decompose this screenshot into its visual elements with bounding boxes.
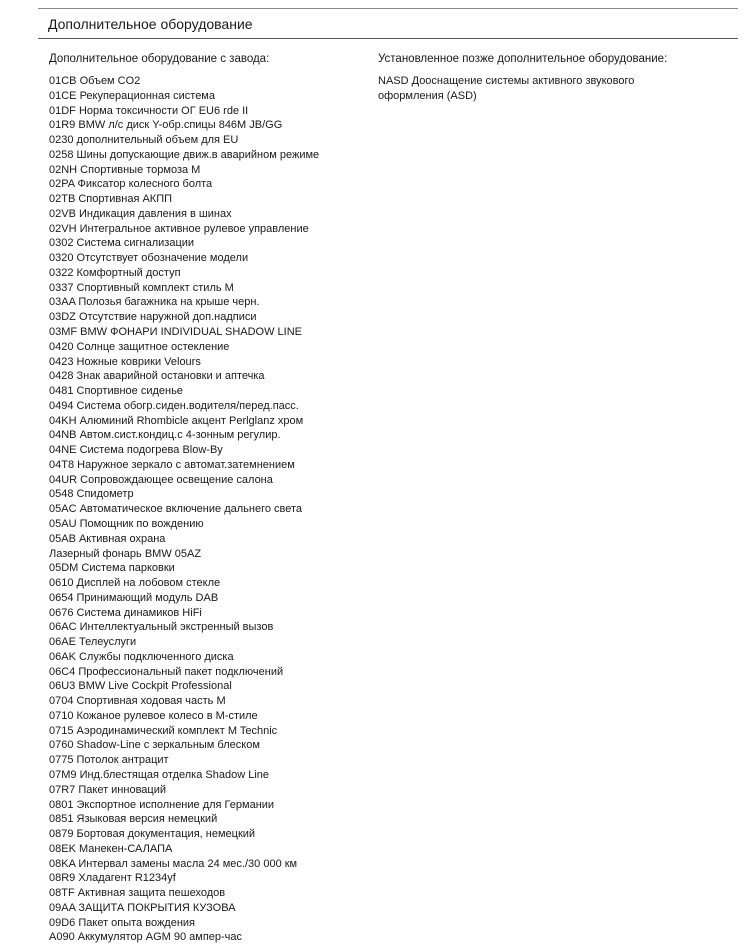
- equipment-item: 0337 Спортивный комплект стиль M: [49, 281, 234, 294]
- installed-equipment-column: [378, 52, 678, 104]
- equipment-item: 06AK Службы подключенного диска: [49, 650, 234, 663]
- equipment-item: 02TB Спортивная АКПП: [49, 193, 173, 206]
- equipment-item: 06AE Телеуслуги: [49, 636, 137, 649]
- equipment-item: 03DZ Отсутствие наружной доп.надписи: [49, 311, 257, 324]
- equipment-item: 05AB Активная охрана: [49, 532, 166, 545]
- equipment-item: 0322 Комфортный доступ: [49, 266, 181, 279]
- equipment-item: 04NE Система подогрева Blow-By: [49, 444, 223, 457]
- equipment-item: 0801 Экспортное исполнение для Германии: [49, 798, 275, 811]
- equipment-item: 03MF BMW ФОНАРИ INDIVIDUAL SHADOW LINE: [49, 326, 303, 339]
- equipment-item: 0610 Дисплей на лобовом стекле: [49, 577, 221, 590]
- equipment-item: A090 Аккумулятор AGM 90 ампер-час: [49, 931, 243, 944]
- equipment-item: 0548 Спидометр: [49, 488, 134, 501]
- equipment-item: 06C4 Профессиональный пакет подключений: [49, 665, 284, 678]
- equipment-item: 07R7 Пакет инноваций: [49, 783, 166, 796]
- equipment-item: 04KH Алюминий Rhombicle акцент Perlglanz хром: [49, 414, 304, 427]
- installed-equipment-heading: Установленное позже дополнительное оборудование:: [378, 53, 668, 65]
- equipment-item: 0676 Система динамиков HiFi: [49, 606, 202, 619]
- equipment-item: 02VB Индикация давления в шинах: [49, 207, 232, 220]
- equipment-item: 02VH Интегральное активное рулевое управление: [49, 222, 309, 235]
- equipment-item: 0423 Ножные коврики Velours: [49, 355, 201, 368]
- installed-equipment-item: NASD Дооснащение системы активного звукового оформления (ASD): [378, 75, 635, 102]
- equipment-item: 0481 Спортивное сиденье: [49, 385, 183, 398]
- equipment-item: 01DF Норма токсичности ОГ EU6 rde II: [49, 104, 249, 117]
- equipment-item: 0428 Знак аварийной остановки и аптечка: [49, 370, 265, 383]
- equipment-item: 0851 Языковая версия немецкий: [49, 813, 218, 826]
- factory-equipment-list: [49, 74, 364, 945]
- equipment-item: 0258 Шины допускающие движ.в аварийном режиме: [49, 148, 320, 161]
- title-divider: [38, 38, 738, 39]
- equipment-item: 03AA Полозья багажника на крыше черн.: [49, 296, 260, 309]
- equipment-item: 0320 Отсутствует обозначение модели: [49, 252, 249, 265]
- equipment-item: 07M9 Инд.блестящая отделка Shadow Line: [49, 768, 270, 781]
- equipment-item: 09D6 Пакет опыта вождения: [49, 916, 196, 929]
- equipment-item: 08R9 Хладагент R1234yf: [49, 872, 176, 885]
- equipment-item: 0420 Солнце защитное остекление: [49, 340, 230, 353]
- equipment-item: 0230 дополнительный объем для EU: [49, 134, 239, 147]
- equipment-item: 0715 Аэродинамический комплект M Technic: [49, 724, 278, 737]
- equipment-item: 02PA Фиксатор колесного болта: [49, 178, 213, 191]
- equipment-item: 08TF Активная защита пешеходов: [49, 887, 226, 900]
- equipment-item: 01CB Объем CO2: [49, 75, 141, 87]
- equipment-item: 06AC Интеллектуальный экстренный вызов: [49, 621, 274, 634]
- equipment-item: 02NH Спортивные тормоза M: [49, 163, 201, 176]
- top-divider: [38, 8, 738, 9]
- equipment-item: 0879 Бортовая документация, немецкий: [49, 828, 256, 841]
- equipment-item: 0654 Принимающий модуль DAB: [49, 591, 219, 604]
- equipment-item: Лазерный фонарь BMW 05AZ: [49, 547, 202, 560]
- equipment-item: 05AC Автоматическое включение дальнего света: [49, 503, 303, 516]
- equipment-item: 08KA Интервал замены масла 24 мес./30 000 км: [49, 857, 298, 870]
- equipment-item: 05AU Помощник по вождению: [49, 517, 204, 530]
- equipment-item: 08EK Манекен-САЛАПА: [49, 842, 173, 855]
- equipment-item: 01R9 BMW л/с диск Y-обр.спицы 846M JB/GG: [49, 119, 283, 132]
- equipment-item: 06U3 BMW Live Cockpit Professional: [49, 680, 232, 693]
- equipment-item: 0494 Система обогр.сиден.водителя/перед.пасс.: [49, 399, 299, 412]
- factory-equipment-heading: Дополнительное оборудование с завода:: [49, 53, 270, 65]
- equipment-item: 04T8 Наружное зеркало с автомат.затемнением: [49, 458, 295, 471]
- section-title: Дополнительное оборудование: [48, 16, 253, 32]
- equipment-item: 04NB Автом.сист.кондиц.с 4-зонным регулир.: [49, 429, 281, 442]
- factory-equipment-column: [49, 52, 364, 945]
- equipment-item: 0704 Спортивная ходовая часть M: [49, 695, 226, 708]
- equipment-item: 05DM Система парковки: [49, 562, 175, 575]
- equipment-item: 0775 Потолок антрацит: [49, 754, 169, 767]
- equipment-item: 0710 Кожаное рулевое колесо в M-стиле: [49, 709, 258, 722]
- equipment-item: 09AA ЗАЩИТА ПОКРЫТИЯ КУЗОВА: [49, 901, 236, 914]
- equipment-item: 04UR Сопровождающее освещение салона: [49, 473, 273, 486]
- equipment-item: 0302 Система сигнализации: [49, 237, 195, 250]
- equipment-item: 0760 Shadow-Line с зеркальным блеском: [49, 739, 260, 752]
- equipment-item: 01CE Рекуперационная система: [49, 89, 215, 102]
